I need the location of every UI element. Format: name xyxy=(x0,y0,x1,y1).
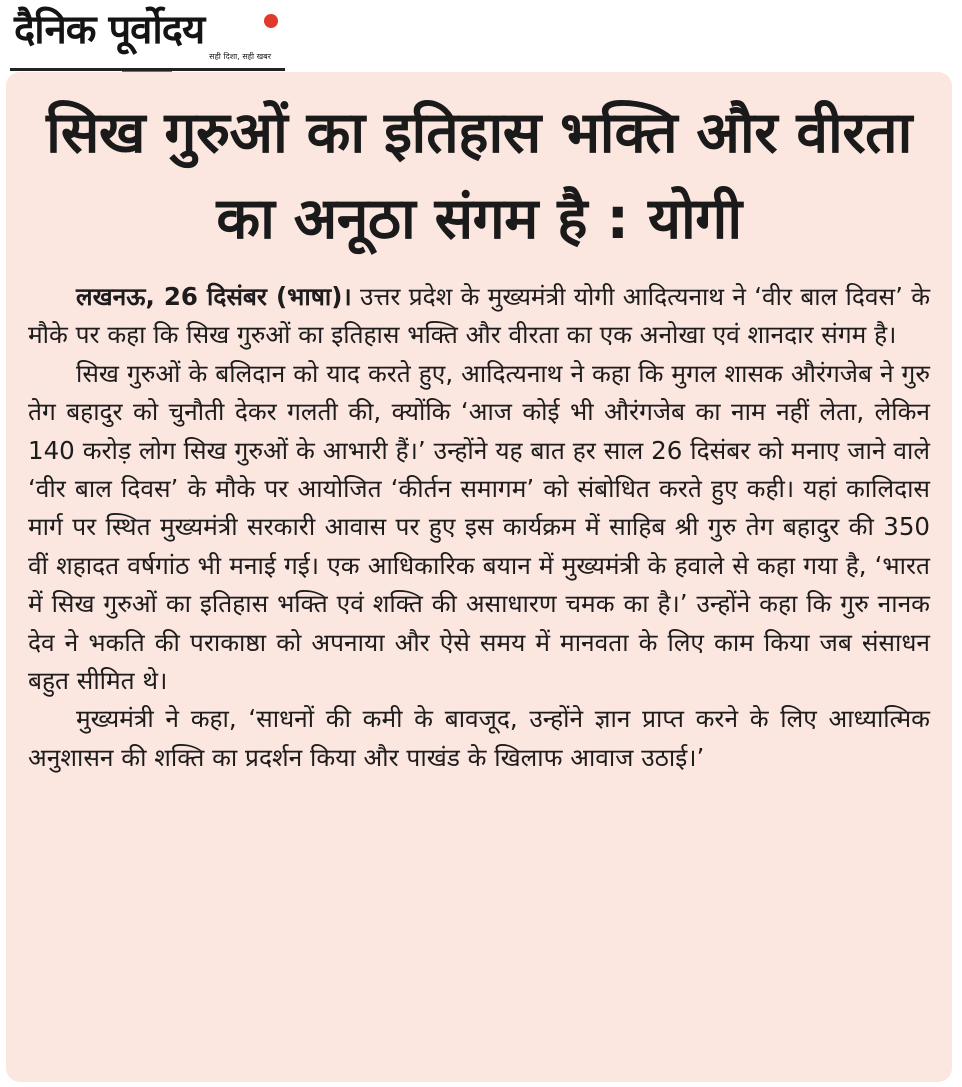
logo-red-dot-icon xyxy=(264,14,278,28)
article-clipping xyxy=(6,72,952,1082)
newspaper-logo: दैनिक पूर्वोदय xyxy=(14,7,205,53)
article-body xyxy=(28,278,930,777)
paragraph-text: उत्तर प्रदेश के मुख्यमंत्री योगी आदित्यनाथ ने ‘वीर बाल दिवस’ के मौके पर कहा कि सिख गुरुओं का इतिहास भक्ति और वीरता का एक अनोखा एवं शानदार संगम है। xyxy=(28,282,931,350)
article-paragraph-1 xyxy=(28,278,930,355)
article-paragraph-2: सिख गुरुओं के बलिदान को याद करते हुए, आदित्यनाथ ने कहा कि मुगल शासक औरंगजेब ने गुरु तेग बहादुर को चुनौती देकर गलती की, क्योंकि ‘आज कोई भी औरंगजेब का नाम नहीं लेता, लेकिन 140 करोड़ लोग सिख गुरुओं के आभारी हैं।’ उन्होंने यह बात हर साल 26 दिसंबर को मनाए जाने वाले ‘वीर बाल दिवस’ के मौके पर आयोजित ‘कीर्तन समागम’ को संबोधित करते हुए कही। यहां कालिदास मार्ग पर स्थित मुख्यमंत्री सरकारी आवास पर हुए इस कार्यक्रम में साहिब श्री गुरु तेग बहादुर की 350 वीं शहादत वर्षगांठ भी मनाई गई। एक आधिकारिक बयान में मुख्यमंत्री के हवाले से कहा गया है, ‘भारत में सिख गुरुओं का इतिहास भक्ति एवं शक्ति की असाधारण चमक का है।’ उन्होंने कहा कि गुरु नानक देव ने भकति की पराकाष्ठा को अपनाया और ऐसे समय में मानवता के लिए काम किया जब संसाधन बहुत सीमित थे। xyxy=(28,358,930,696)
article-dateline: लखनऊ, 26 दिसंबर (भाषा)। xyxy=(76,282,352,311)
masthead xyxy=(10,4,285,72)
article-paragraph-3: मुख्यमंत्री ने कहा, ‘साधनों की कमी के बावजूद, उन्होंने ज्ञान प्राप्त करने के लिए आध्यात्मिक अनुशासन की शक्ति का प्रदर्शन किया और पाखंड के खिलाफ आवाज उठाई।’ xyxy=(28,704,930,772)
newspaper-tagline: सही दिशा, सही खबर xyxy=(209,52,271,61)
article-headline: सिख गुरुओं का इतिहास भक्ति और वीरता का अनूठा संगम है : योगी xyxy=(46,100,912,252)
